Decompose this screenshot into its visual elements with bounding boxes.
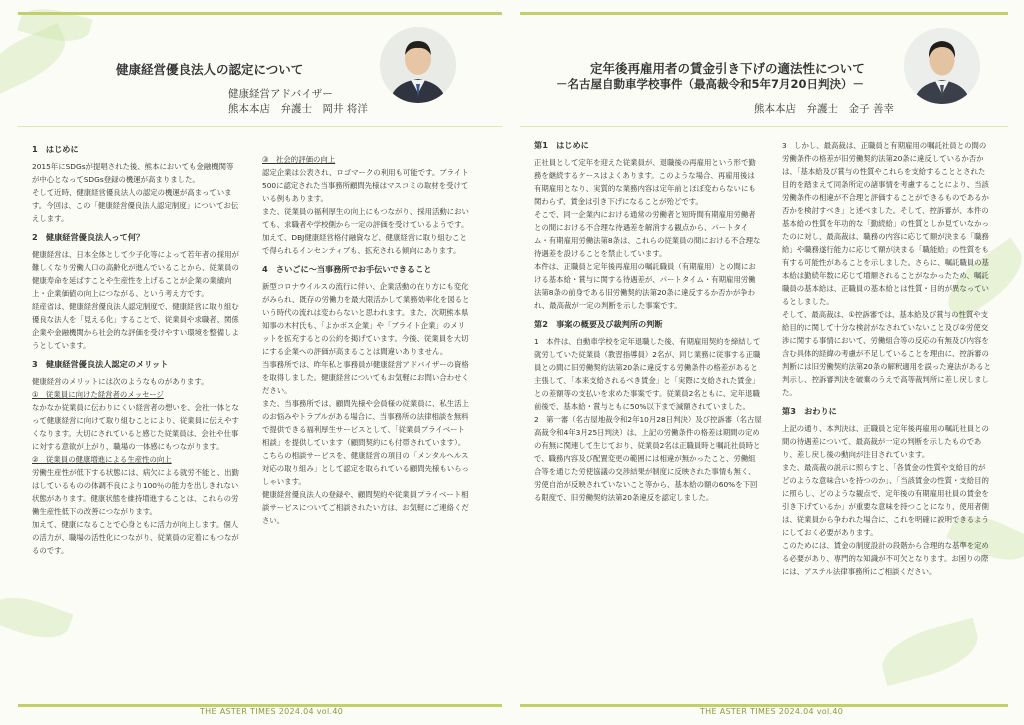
paragraph: 上記の通り、本判決は、正職員と定年後再雇用の嘱託社員との間の待遇差について、最高裁が一定の判断を示したものであり、差し戻し後の動向が注目されています。	[782, 424, 989, 459]
author-photo	[380, 27, 456, 103]
author-role: 健康経営アドバイザー	[228, 88, 333, 100]
top-rule	[520, 12, 1008, 15]
section-heading: 1 はじめに	[32, 144, 79, 154]
left-column-2	[262, 153, 470, 527]
paragraph: 正社員として定年を迎えた従業員が、退職後の再雇用という形で勤務を継続するケースはよくあります。このような場合、再雇用後は有期雇用となり、実質的な業務内容は定年前とほぼ変わらないにも関わらず、賃金は引き下げになることが殆どです。	[534, 158, 756, 206]
paragraph: 新型コロナウイルスの流行に伴い、企業活動の在り方にも変化がみられ、既存の労働力を最大限活かして業務効率化を図るという時代の流れは変わらないと思われます。また、次期熊本県知事の木村氏も、「よかボス企業」や「ブライト企業」のメリットを拡充するとの公約を掲げています。今後、従業員を大切にする企業への評価が高まることは間違いありません。	[262, 282, 470, 356]
section-heading: 3 健康経営優良法人認定のメリット	[32, 359, 169, 369]
article-title: 健康経営優良法人の認定について	[116, 62, 304, 77]
paragraph: 健康経営のメリットには次のようなものがあります。	[32, 377, 209, 386]
person-portrait-icon	[380, 27, 456, 103]
paragraph: そして近時、健康経営優良法人の認定の機運が高まっています。今回は、この「健康経営優良法人認定制度」についてお伝えします。	[32, 188, 239, 223]
title-underline	[18, 126, 502, 127]
footer-label: THE ASTER TIMES 2024.04 vol.40	[200, 707, 344, 716]
article-subtitle: －名古屋自動車学校事件（最高裁令和5年7月20日判決）－	[556, 77, 865, 91]
paragraph: 健康経営優良法人の登録や、顧問契約や従業員プライベート相談サービスについてご相談されたい方は、お気軽にご連絡ください。	[262, 490, 469, 525]
paragraph: また、当事務所では、顧問先様や会員様の従業員に、私生活上のお悩みやトラブルがある場合に、当事務所の法律相談を無料で提供できる福利厚生サービスとして、「従業員プライベート相談」を提供しています（顧問契約にも付帯されています）。こちらの相談サービスを、健康経営の項目の「メンタルヘルス対応の取り組み」として認定を取られている顧問先様もいらっしゃいます。	[262, 399, 469, 486]
paragraph: 当事務所では、昨年私と事務員が健康経営アドバイザーの資格を取得しました。健康経営についてもお気軽にお問い合わせください。	[262, 360, 469, 395]
paragraph: 加えて、DBJ健康経営格付融資など、健康経営に取り組むことで得られるインセンティブも、拡充される傾向にあります。	[262, 233, 467, 255]
paragraph: なかなか従業員に伝わりにくい経営者の想いを、会社一体となって健康経営に向けて取り組むことにより、従業員に伝えやすくなります。大切にされていると感じた従業員は、会社や仕事に対する意欲が上がり、職場の一体感にもつながります。	[32, 403, 239, 451]
author-office: 熊本本店 弁護士 金子 善幸	[754, 103, 894, 115]
paragraph: また、従業員の福利厚生の向上にもつながり、採用活動においても、求職者や学校側から一定の評価を受けているようです。	[262, 207, 469, 229]
paragraph: 2015年にSDGsが提唱された後、熊本においても金融機関等が中心となってSDGs登録の機運が高まりました。	[32, 162, 234, 184]
paragraph: 3 しかし、最高裁は、正職員と有期雇用の嘱託社員との間の労働条件の格差が旧労働契約法第20条に違反しているか否かは、「基本給及び賞与の性質やこれらを支給することとされた目的を踏まえて同条所定の諸事情を考慮することにより、当該労働条件の相違が不合理と評価することができるものであるか否かを検討すべき」と述べました。そして、控訴審が、本件の基本給の性質を年功的な「勤続給」の性質としか見ていなかったのに対し、最高裁は、職務の内容に応じて額が決まる「職務給」や職務遂行能力に応じて額が決まる「職能給」の性質をも有する可能性があることを示しました。さらに、嘱託職員の基本給は勤続年数に応じて増額されることがなかったため、嘱託職員の基本給は、正職員の基本給とは性質・目的が異なっているとしました。	[782, 141, 989, 306]
paragraph: 認定企業は公表され、ロゴマークの利用も可能です。ブライト500に認定された当事務所顧問先様はマスコミの取材を受けている例もあります。	[262, 168, 469, 203]
paragraph: 1 本件は、自動車学校を定年退職した後、有期雇用契約を締結して就労していた従業員（教習指導員）2名が、同じ業務に従事する正職員との間に旧労働契約法第20条に違反する労働条件の格差があると主張して、「本来支給されるべき賃金」と「実際に支給された賃金」との差額等の支払いを求めた事案です。従業員2名ともに、定年退職前後で、基本給・賞与ともに50%以下まで減額されていました。	[534, 337, 761, 411]
title-underline	[520, 126, 1008, 127]
right-column-2	[782, 139, 992, 578]
article-title: 定年後再雇用者の賃金引き下げの適法性について	[590, 61, 865, 76]
section-heading: 第1 はじめに	[534, 140, 589, 150]
paragraph: 加えて、健康になることで心身ともに活力が向上します。個人の活力が、職場の活性化につながり、従業員の定着にもつながるのです。	[32, 520, 239, 555]
section-heading: 第2 事案の概要及び裁判所の判断	[534, 319, 663, 329]
paragraph: このためには、賃金の制度設計の段階から合理的な基準を定める必要があり、専門的な知識が不可欠となります。お困りの際には、アステル法律事務所にご相談ください。	[782, 541, 989, 576]
top-rule	[18, 12, 502, 15]
right-page	[520, 0, 1024, 725]
person-portrait-icon	[904, 28, 980, 104]
author-photo	[904, 28, 980, 104]
section-heading: 2 健康経営優良法人って何？	[32, 232, 145, 242]
paragraph: 労働生産性が低下する状態には、病欠による就労不能と、出勤はしているものの体調不良により100％の能力を出しきれない状態があります。健康状態を維持増進することは、これらの労働生産性低下の改善につながります。	[32, 468, 239, 516]
right-column-1	[534, 139, 762, 504]
paragraph: 本件は、正職員と定年後再雇用の嘱託職員（有期雇用）との間における基本給・賞与に関する待遇差が、パートタイム・有期雇用労働法第8条の前身である旧労働契約法第20条に違反するか否かが争われ、最高裁が一定の判断を示した事案です。	[534, 262, 756, 310]
paragraph: 健康経営は、日本全体として少子化等によって若年者の採用が難しくなり労働人口の高齢化が進んでいることから、従業員の健康寿命を延ばすことや生産性を上げることが企業の業績向上・企業価値の向上につながる、という考え方です。	[32, 250, 239, 298]
author-office: 熊本本店 弁護士 岡井 将洋	[228, 103, 368, 115]
section-heading: 第3 おわりに	[782, 406, 837, 416]
paragraph: また、最高裁の説示に照らすと、「各賃金の性質や支給目的がどのような意味合いを持つのか」、「当該賃金の性質・支給目的に照らし、どのような観点で、定年後の有期雇用社員の賃金を引き下げているか」が重要な意味を持つことになり、使用者側は、従業員から争われた場合に、これを明確に説明できるようにしておく必要があります。	[782, 463, 989, 537]
subsection-heading: ① 従業員に向けた経営者のメッセージ	[32, 390, 164, 399]
paragraph: そして、最高裁は、①控訴審では、基本給及び賞与の性質や支給目的に関して十分な検討がなされていないこと及び②労使交渉に関する事情において、労働組合等の反応の有無及び内容を含む具体的経緯の考慮が不足していることを理由に、控訴審の判断には旧労働契約法第20条の解釈適用を誤った違法があると判示し、控訴審判決を破棄のうえで高等裁判所に差し戻しました。	[782, 310, 991, 397]
subsection-heading: ③ 社会的評価の向上	[262, 155, 336, 164]
paragraph: 経産省は、健康経営優良法人認定制度で、健康経営に取り組む優良な法人を「見える化」することで、従業員や求職者、関係企業や金融機関から社会的な評価を受けやすい環境を整備しようとしています。	[32, 302, 239, 350]
paragraph: そこで、同一企業内における通常の労働者と短時間有期雇用労働者との間における不合理な待遇差を解消する観点から、パートタイム・有期雇用労働法第8条は、これらの従業員の間における不合理な待遇差を設けることを禁止しています。	[534, 210, 761, 258]
left-page	[0, 0, 500, 725]
paragraph: 2 第一審（名古屋地裁令和2年10月28日判決）及び控訴審（名古屋高裁令和4年3月25日判決）は、上記の労働条件の格差は期間の定めの有無に関連して生じており、従業員2名は正職員時と嘱託社員時とで、職務内容及び配置変更の範囲には相違が無かったこと、労働組合等を通じた労使協議の交渉結果が制度に反映された事情も無く、労使自治が反映されていないこと等から、基本給の額の60%を下回る限度で、旧労働契約法第20条違反を認定しました。	[534, 415, 762, 502]
left-column-1	[32, 143, 240, 557]
subsection-heading: ② 従業員の健康増進による生産性の向上	[32, 455, 172, 464]
section-heading: 4 さいごに～当事務所でお手伝いできること	[262, 264, 432, 274]
footer-label: THE ASTER TIMES 2024.04 vol.40	[700, 707, 844, 716]
